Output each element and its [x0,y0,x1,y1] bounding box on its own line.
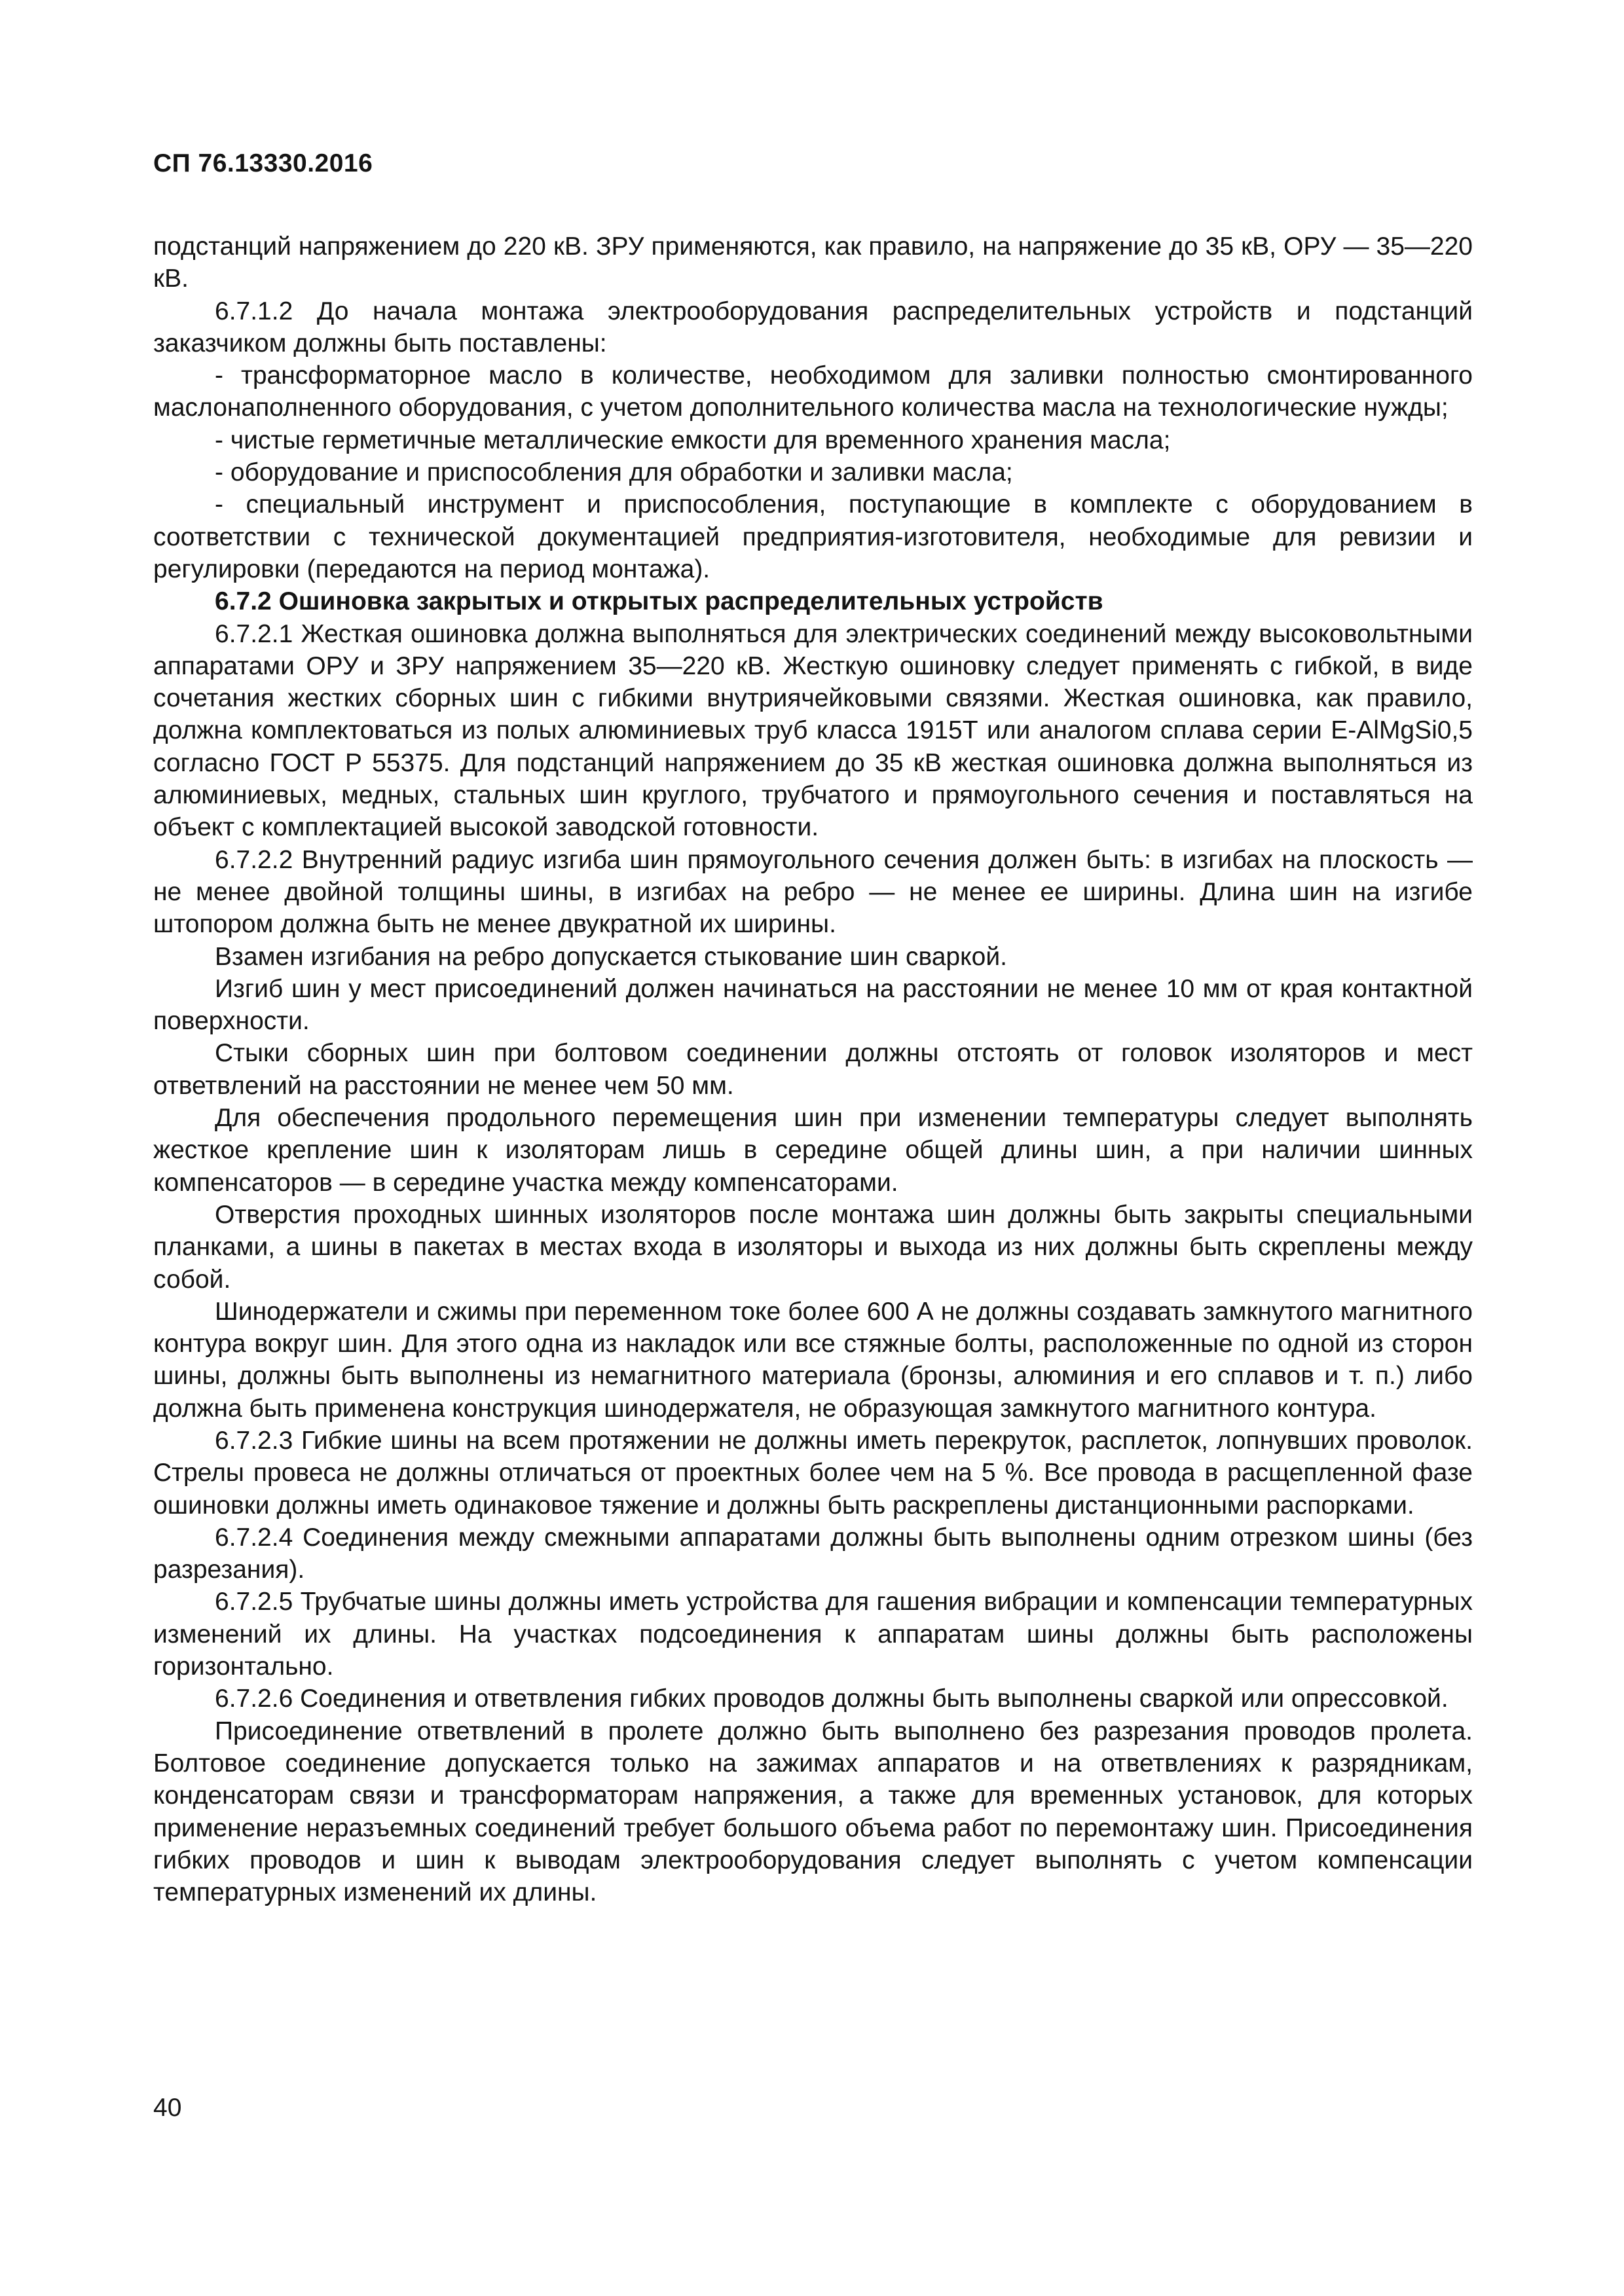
list-item-oil-equipment: - оборудование и приспособления для обработки и заливки масла; [215,458,1013,487]
paragraph-continuation: подстанций напряжением до 220 кВ. ЗРУ применяются, как правило, на напряжение до 35 кВ, ОРУ — 35—220 кВ. [153,232,1473,293]
paragraph-bolted-joints: Стыки сборных шин при болтовом соединении должны отстоять от головок изоляторов и мест ответвлений на расстоянии не менее чем 50 мм. [153,1039,1473,1100]
paragraph-6-7-2-6: 6.7.2.6 Соединения и ответвления гибких проводов должны быть выполнены сваркой или опрессовкой. [215,1685,1449,1713]
document-body [153,230,1473,1908]
paragraph-6-7-2-2: 6.7.2.2 Внутренний радиус изгиба шин прямоугольного сечения должен быть: в изгибах на плоскость — не менее двойной толщины шины, в изгибах на ребро — не менее ее ширины. Длина шин на изгибе штопором должна быть не менее двукратной их ширины. [153,845,1473,939]
paragraph-bend-distance: Изгиб шин у мест присоединений должен начинаться на расстоянии не менее 10 мм от края контактной поверхности. [153,974,1473,1036]
section-heading-6-7-2: 6.7.2 Ошиновка закрытых и открытых распределительных устройств [215,587,1103,616]
document-code-header: СП 76.13330.2016 [153,149,373,177]
paragraph-bushing-openings: Отверстия проходных шинных изоляторов после монтажа шин должны быть закрыты специальными планками, а шины в пакетах в местах входа в изоляторы и выхода из них должны быть скреплены между собой. [153,1200,1473,1294]
paragraph-bus-holders: Шинодержатели и сжимы при переменном токе более 600 А не должны создавать замкнутого магнитного контура вокруг шин. Для этого одна из накладок или все стяжные болты, расположенные по одной из сторон шины, должны быть выполнены из немагнитного материала (бронзы, алюминия и его сплавов и т. п.) либо должна быть применена конструкция шинодержателя, не образующая замкнутого магнитного контура. [153,1297,1473,1423]
list-item-transformer-oil: - трансформаторное масло в количестве, необходимом для заливки полностью смонтированного маслонаполненного оборудования, с учетом дополнительного количества масла на технологические нужды; [153,361,1473,422]
list-item-special-tools: - специальный инструмент и приспособления, поступающие в комплекте с оборудованием в соответствии с технической документацией предприятия-изготовителя, необходимые для ревизии и регулировки (передаются на период монтажа). [153,490,1473,583]
paragraph-6-7-1-2: 6.7.1.2 До начала монтажа электрооборудования распределительных устройств и подстанций заказчиком должны быть поставлены: [153,297,1473,357]
paragraph-6-7-2-3: 6.7.2.3 Гибкие шины на всем протяжении не должны иметь перекруток, расплеток, лопнувших проволок. Стрелы провеса не должны отличаться от проектных более чем на 5 %. Все провода в расщепленной фазе ошиновки должны иметь одинаковое тяжение и должны быть раскреплены дистанционными распорками. [153,1426,1473,1520]
paragraph-6-7-2-1: 6.7.2.1 Жесткая ошиновка должна выполняться для электрических соединений между высоковольтными аппаратами ОРУ и ЗРУ напряжением 35—220 кВ. Жесткую ошиновку следует применять с гибкой, в виде сочетания жестких сборных шин с гибкими внутриячейковыми связями. Жесткая ошиновка, как правило, должна комплектоваться из полых алюминиевых труб класса 1915Т или аналогом сплава серии E-AlMgSi0,5 согласно ГОСТ Р 55375. Для подстанций напряжением до 35 кВ жесткая ошиновка должна выполняться из алюминиевых, медных, стальных шин круглого, трубчатого и прямоугольного сечения и поставляться на объект с комплектацией высокой заводской готовности. [153,619,1473,842]
paragraph-6-7-2-5: 6.7.2.5 Трубчатые шины должны иметь устройства для гашения вибрации и компенсации температурных изменений их длины. На участках подсоединения к аппаратам шины должны быть расположены горизонтально. [153,1588,1473,1681]
paragraph-edge-bending: Взамен изгибания на ребро допускается стыкование шин сваркой. [215,942,1007,971]
page-number: 40 [153,2094,182,2122]
paragraph-branch-connections: Присоединение ответвлений в пролете должно быть выполнено без разрезания проводов пролета. Болтовое соединение допускается только на зажимах аппаратов и на ответвлениях к разрядникам, конденсаторам связи и трансформаторам напряжения, а также для временных установок, для которых применение неразъемных соединений требует большого объема работ по перемонтажу шин. Присоединения гибких проводов и шин к выводам электрооборудования следует выполнять с учетом компенсации температурных изменений их длины. [153,1717,1473,1907]
list-item-storage-containers: - чистые герметичные металлические емкости для временного хранения масла; [215,426,1171,454]
paragraph-thermal-movement: Для обеспечения продольного перемещения шин при изменении температуры следует выполнять жесткое крепление шин к изоляторам лишь в середине общей длины шин, а при наличии шинных компенсаторов — в середине участка между компенсаторами. [153,1104,1473,1197]
paragraph-6-7-2-4: 6.7.2.4 Соединения между смежными аппаратами должны быть выполнены одним отрезком шины (без разрезания). [153,1523,1473,1584]
